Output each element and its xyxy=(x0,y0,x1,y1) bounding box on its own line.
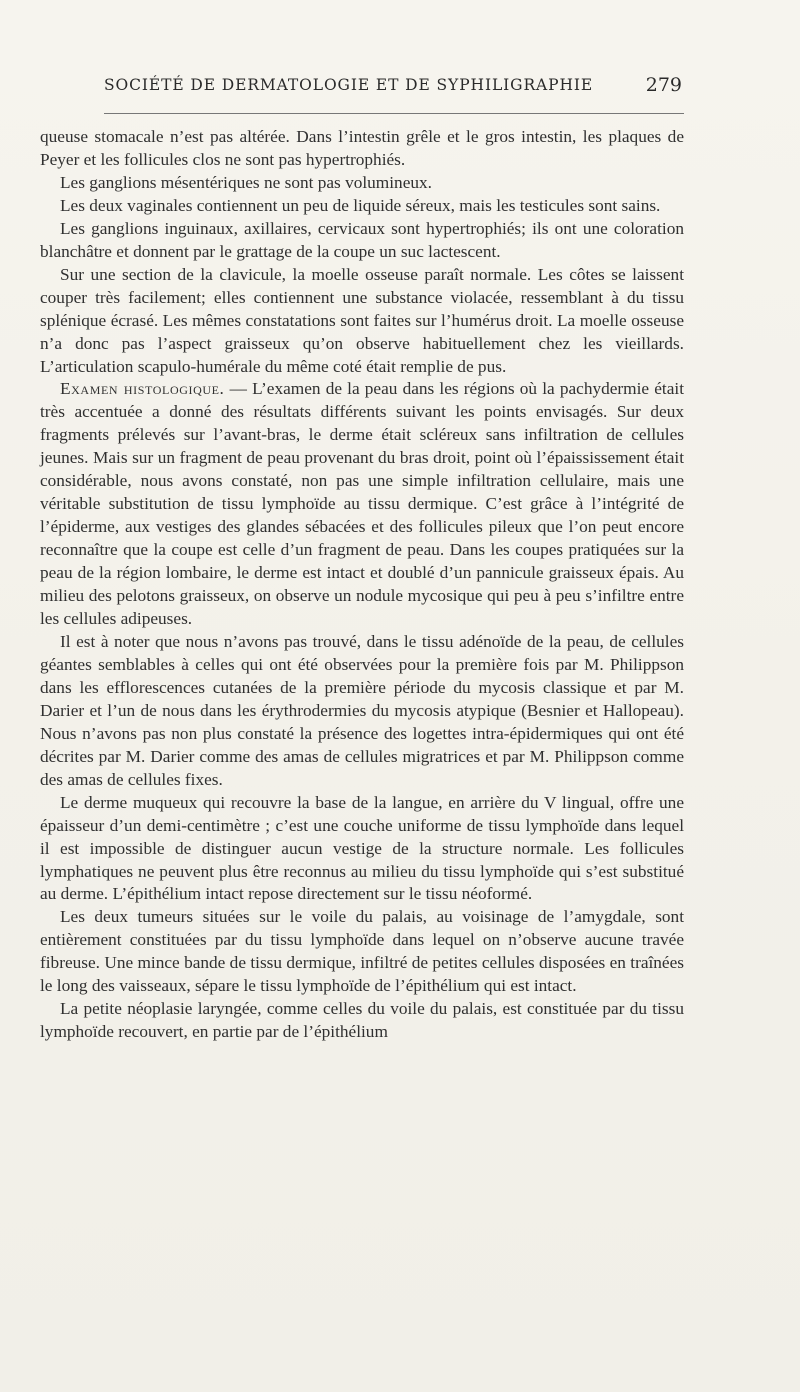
paragraph-8: Le derme muqueux qui recouvre la base de la langue, en arrière du V lingual, offre une épaisseur d’un demi-centimètre ; c’est une couche uniforme de tissu lymphoïde dans lequel il est impossible de distinguer aucun vestige de la structure normale. Les follicules lymphatiques ne peuvent plus être reconnus au milieu du tissu lymphoïde qui s’est substitué au derme. L’épithélium intact repose directement sur le tissu néoformé. xyxy=(40,792,684,904)
header-rule xyxy=(104,113,684,114)
body-text xyxy=(40,126,684,1044)
section-body: L’examen de la peau dans les régions où la pachydermie était très accentuée a donné des résultats différents suivant les points envisagés. Sur deux fragments prélevés sur l’avant-bras, le derme était scléreux sans infiltration de cellules jeunes. Mais sur un fragment de peau provenant du bras droit, point où l’épaississement était considérable, nous avons constaté, non pas une simple infiltration cellulaire, mais une véritable substitution de tissu lymphoïde au tissu dermique. C’est grâce à l’intégrité de l’épiderme, aux vestiges des glandes sébacées et des follicules pileux que l’on peut encore reconnaître que la coupe est celle d’un fragment de peau. Dans les coupes pratiquées sur la peau de la région lombaire, le derme est intact et doublé d’un pannicule graisseux épais. Au milieu des pelotons graisseux, on observe un nodule mycosique qui peu à peu s’infiltre entre les cellules adipeuses. xyxy=(40,379,684,629)
paragraph-9: Les deux tumeurs situées sur le voile du palais, au voisinage de l’amygdale, sont entièrement constituées par du tissu lymphoïde dans lequel on n’observe aucune travée fibreuse. Une mince bande de tissu dermique, infiltré de petites cellules disposées en traînées le long des vaisseaux, sépare le tissu lymphoïde de l’épithélium qui est intact. xyxy=(40,907,684,996)
paragraph-3: Les deux vaginales contiennent un peu de liquide séreux, mais les testicules sont sains. xyxy=(60,195,661,215)
running-title: SOCIÉTÉ DE DERMATOLOGIE ET DE SYPHILIGRAPHIE xyxy=(104,76,594,94)
page-number: 279 xyxy=(645,74,682,96)
paragraph-7: Il est à noter que nous n’avons pas trouvé, dans le tissu adénoïde de la peau, de cellules géantes semblables à celles qui ont été observées pour la première fois par M. Philippson dans les efflorescences cutanées de la première période du mycosis classique et par M. Darier et l’un de nous dans les érythrodermies du mycosis atypique (Besnier et Hallopeau). Nous n’avons pas non plus constaté la présence des logettes intra-épidermiques qui ont été décrites par M. Darier comme des amas de cellules migratrices et par M. Philippson comme des amas de cellules fixes. xyxy=(40,631,684,789)
paragraph-2: Les ganglions mésentériques ne sont pas volumineux. xyxy=(60,172,432,192)
paragraph-6: Examen histologique. — L’examen de la peau dans les régions où la pachydermie était très accentuée a donné des résultats différents suivant les points envisagés. Sur deux fragments prélevés sur l’avant-bras, le derme était scléreux sans infiltration de cellules jeunes. Mais sur un fragment de peau provenant du bras droit, point où l’épaississement était considérable, nous avons constaté, non pas une simple infiltration cellulaire, mais une véritable substitution de tissu lymphoïde au tissu dermique. C’est grâce à l’intégrité de l’épiderme, aux vestiges des glandes sébacées et des follicules pileux que l’on peut encore reconnaître que la coupe est celle d’un fragment de peau. Dans les coupes pratiquées sur la peau de la région lombaire, le derme est intact et doublé d’un pannicule graisseux épais. Au milieu des pelotons graisseux, on observe un nodule mycosique qui peu à peu s’infiltre entre les cellules adipeuses. xyxy=(40,379,684,629)
paragraph-1: queuse stomacale n’est pas altérée. Dans l’intestin grêle et le gros intestin, les plaques de Peyer et les follicules clos ne sont pas hypertrophiés. xyxy=(40,127,684,169)
page-header xyxy=(104,74,684,104)
paragraph-5: Sur une section de la clavicule, la moelle osseuse paraît normale. Les côtes se laissent couper très facilement; elles contiennent une substance violacée, ressemblant à du tissu splénique écrasé. Les mêmes constatations sont faites sur l’humérus droit. La moelle osseuse n’a donc pas l’aspect graisseux qu’on observe habituellement chez les vieillards. L’articulation scapulo-humérale du même coté était remplie de pus. xyxy=(40,264,684,376)
section-heading: Examen histologique. xyxy=(60,379,225,399)
paragraph-10: La petite néoplasie laryngée, comme celles du voile du palais, est constituée par du tissu lymphoïde recouvert, en partie par de l’épithélium xyxy=(40,999,684,1042)
paragraph-4: Les ganglions inguinaux, axillaires, cervicaux sont hypertrophiés; ils ont une coloration blanchâtre et donnent par le grattage de la coupe un suc lactescent. xyxy=(40,218,684,261)
